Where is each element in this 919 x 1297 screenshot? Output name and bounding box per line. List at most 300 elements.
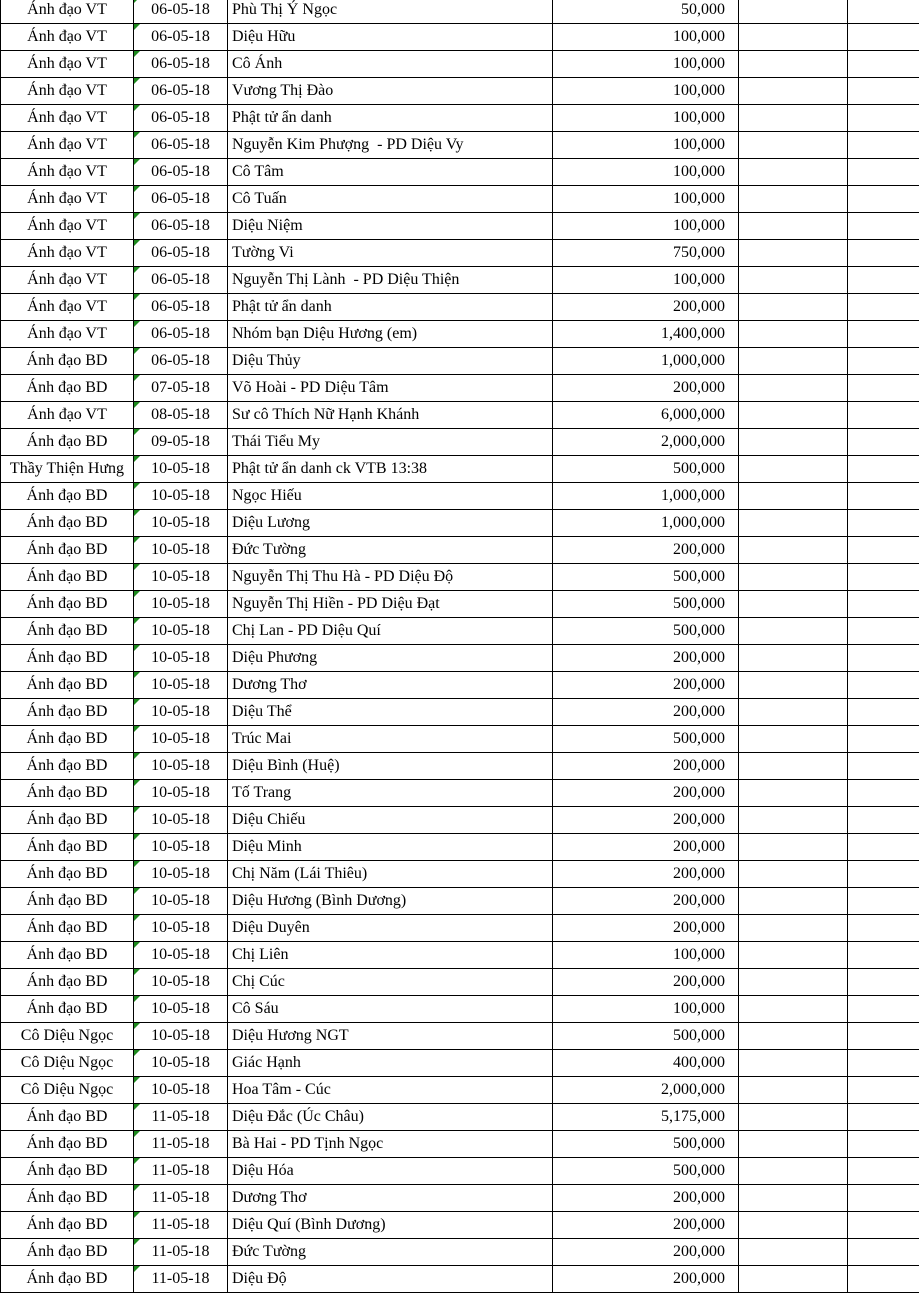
date-cell[interactable] [134,861,228,888]
amount-cell[interactable]: 200,000 [553,969,739,996]
donor-name-cell[interactable]: Nguyễn Thị Thu Hà - PD Diệu Độ [228,564,553,591]
source-cell[interactable]: Ánh đạo VT [1,132,134,159]
date-cell[interactable] [134,807,228,834]
source-cell[interactable]: Cô Diệu Ngọc [1,1050,134,1077]
empty-cell[interactable] [739,483,848,510]
donor-name-cell[interactable]: Vương Thị Đào [228,78,553,105]
amount-cell[interactable]: 200,000 [553,375,739,402]
number-stored-as-text-flag-icon [134,1185,140,1191]
donor-name-cell[interactable]: Thái Tiểu My [228,429,553,456]
date-cell[interactable] [134,645,228,672]
date-cell[interactable] [134,1266,228,1293]
empty-cell[interactable] [848,888,919,915]
amount-cell[interactable]: 100,000 [553,267,739,294]
amount-cell[interactable]: 200,000 [553,1212,739,1239]
empty-cell[interactable] [739,186,848,213]
amount-cell[interactable]: 6,000,000 [553,402,739,429]
amount-cell[interactable]: 500,000 [553,456,739,483]
source-cell[interactable]: Ánh đạo BD [1,699,134,726]
empty-cell[interactable] [739,159,848,186]
source-cell[interactable]: Ánh đạo BD [1,888,134,915]
donor-name-cell[interactable]: Chị Lan - PD Diệu Quí [228,618,553,645]
donor-name-cell[interactable]: Diệu Thủy [228,348,553,375]
empty-cell[interactable] [739,726,848,753]
source-cell[interactable]: Ánh đạo BD [1,1131,134,1158]
empty-cell[interactable] [739,456,848,483]
table-row [1,1104,919,1131]
amount-cell[interactable]: 1,000,000 [553,510,739,537]
empty-cell[interactable] [848,429,919,456]
donor-name-cell[interactable]: Diệu Thể [228,699,553,726]
amount-cell[interactable]: 100,000 [553,78,739,105]
amount-cell[interactable]: 5,175,000 [553,1104,739,1131]
empty-cell[interactable] [739,321,848,348]
empty-cell[interactable] [848,321,919,348]
date-cell[interactable] [134,942,228,969]
date-cell[interactable] [134,78,228,105]
source-cell[interactable]: Ánh đạo BD [1,942,134,969]
date-cell[interactable] [134,483,228,510]
donor-name-cell[interactable]: Cô Sáu [228,996,553,1023]
date-cell[interactable] [134,996,228,1023]
amount-cell[interactable]: 200,000 [553,294,739,321]
empty-cell[interactable] [848,726,919,753]
empty-cell[interactable] [739,1104,848,1131]
donor-name-cell[interactable]: Giác Hạnh [228,1050,553,1077]
empty-cell[interactable] [848,1212,919,1239]
date-cell[interactable] [134,375,228,402]
donor-name-cell[interactable]: Diệu Hóa [228,1158,553,1185]
amount-cell[interactable]: 200,000 [553,672,739,699]
source-cell[interactable]: Ánh đạo BD [1,1239,134,1266]
empty-cell[interactable] [739,996,848,1023]
donor-name-cell[interactable]: Diệu Minh [228,834,553,861]
source-cell[interactable]: Ánh đạo BD [1,375,134,402]
source-cell[interactable]: Ánh đạo BD [1,537,134,564]
empty-cell[interactable] [848,51,919,78]
amount-cell[interactable]: 100,000 [553,996,739,1023]
amount-cell[interactable]: 200,000 [553,834,739,861]
empty-cell[interactable] [739,1077,848,1104]
date-cell[interactable] [134,672,228,699]
empty-cell[interactable] [848,564,919,591]
donor-name-cell[interactable]: Diệu Hương NGT [228,1023,553,1050]
date-cell[interactable] [134,402,228,429]
donor-name-cell[interactable]: Diệu Niệm [228,213,553,240]
date-cell[interactable] [134,537,228,564]
source-cell[interactable]: Ánh đạo BD [1,1266,134,1293]
donor-name-cell[interactable]: Diệu Lương [228,510,553,537]
date-cell[interactable] [134,1077,228,1104]
donor-name-cell[interactable]: Diệu Quí (Bình Dương) [228,1212,553,1239]
donor-name-cell[interactable]: Nguyễn Thị Hiền - PD Diệu Đạt [228,591,553,618]
amount-cell[interactable]: 100,000 [553,105,739,132]
empty-cell[interactable] [848,0,919,24]
source-cell[interactable]: Ánh đạo VT [1,294,134,321]
empty-cell[interactable] [739,1131,848,1158]
empty-cell[interactable] [848,672,919,699]
empty-cell[interactable] [739,1050,848,1077]
date-cell[interactable] [134,348,228,375]
donor-name-cell[interactable]: Võ Hoài - PD Diệu Tâm [228,375,553,402]
donor-name-cell[interactable]: Cô Ánh [228,51,553,78]
date-cell[interactable] [134,726,228,753]
source-cell[interactable]: Ánh đạo BD [1,807,134,834]
donor-name-cell[interactable]: Phù Thị Ý Ngọc [228,0,553,24]
empty-cell[interactable] [739,1212,848,1239]
amount-cell[interactable]: 50,000 [553,0,739,24]
donor-name-cell[interactable]: Diệu Bình (Huệ) [228,753,553,780]
empty-cell[interactable] [739,1239,848,1266]
empty-cell[interactable] [848,510,919,537]
amount-cell[interactable]: 500,000 [553,618,739,645]
date-cell[interactable] [134,915,228,942]
source-cell[interactable]: Ánh đạo BD [1,834,134,861]
date-cell[interactable] [134,1104,228,1131]
source-cell[interactable]: Ánh đạo VT [1,267,134,294]
empty-cell[interactable] [848,915,919,942]
date-cell[interactable] [134,510,228,537]
empty-cell[interactable] [848,375,919,402]
empty-cell[interactable] [739,1266,848,1293]
date-cell[interactable] [134,753,228,780]
empty-cell[interactable] [739,915,848,942]
source-cell[interactable]: Ánh đạo BD [1,915,134,942]
empty-cell[interactable] [848,942,919,969]
date-cell[interactable] [134,51,228,78]
empty-cell[interactable] [739,780,848,807]
empty-cell[interactable] [739,402,848,429]
amount-cell[interactable]: 200,000 [553,780,739,807]
date-cell[interactable] [134,1158,228,1185]
empty-cell[interactable] [739,807,848,834]
empty-cell[interactable] [848,159,919,186]
date-cell[interactable] [134,456,228,483]
amount-cell[interactable]: 500,000 [553,1158,739,1185]
empty-cell[interactable] [739,672,848,699]
source-cell[interactable]: Ánh đạo BD [1,591,134,618]
donor-name-cell[interactable]: Nhóm bạn Diệu Hương (em) [228,321,553,348]
empty-cell[interactable] [739,645,848,672]
source-cell[interactable]: Ánh đạo VT [1,159,134,186]
source-cell[interactable]: Ánh đạo BD [1,1158,134,1185]
date-cell[interactable] [134,1023,228,1050]
empty-cell[interactable] [739,699,848,726]
empty-cell[interactable] [739,78,848,105]
donor-name-cell[interactable]: Dương Thơ [228,1185,553,1212]
empty-cell[interactable] [739,132,848,159]
date-cell[interactable] [134,699,228,726]
empty-cell[interactable] [739,1023,848,1050]
empty-cell[interactable] [848,807,919,834]
empty-cell[interactable] [848,1050,919,1077]
date-text: 10-05-18 [151,730,210,747]
donor-name-cell[interactable]: Tố Trang [228,780,553,807]
donor-name-cell[interactable]: Cô Tuấn [228,186,553,213]
date-cell[interactable] [134,105,228,132]
empty-cell[interactable] [739,888,848,915]
amount-cell[interactable]: 200,000 [553,807,739,834]
donor-name-cell[interactable]: Bà Hai - PD Tịnh Ngọc [228,1131,553,1158]
source-cell[interactable]: Ánh đạo BD [1,672,134,699]
donor-name-cell[interactable]: Diệu Hương (Bình Dương) [228,888,553,915]
date-cell[interactable] [134,24,228,51]
amount-cell[interactable]: 2,000,000 [553,1077,739,1104]
empty-cell[interactable] [848,645,919,672]
donor-name-cell[interactable]: Chị Liên [228,942,553,969]
amount-cell[interactable]: 100,000 [553,132,739,159]
source-cell[interactable]: Ánh đạo VT [1,402,134,429]
donor-name-cell[interactable]: Nguyễn Thị Lành - PD Diệu Thiện [228,267,553,294]
source-cell[interactable]: Ánh đạo VT [1,213,134,240]
empty-cell[interactable] [848,780,919,807]
empty-cell[interactable] [848,861,919,888]
donor-name-cell[interactable]: Phật tử ẩn danh ck VTB 13:38 [228,456,553,483]
donor-name-cell[interactable]: Dương Thơ [228,672,553,699]
empty-cell[interactable] [848,483,919,510]
empty-cell[interactable] [848,996,919,1023]
source-cell[interactable]: Ánh đạo BD [1,1104,134,1131]
empty-cell[interactable] [739,1185,848,1212]
amount-cell[interactable]: 100,000 [553,213,739,240]
date-cell[interactable] [134,1239,228,1266]
source-cell[interactable]: Ánh đạo BD [1,483,134,510]
empty-cell[interactable] [848,105,919,132]
donor-name-cell[interactable]: Diệu Độ [228,1266,553,1293]
donor-name-cell[interactable]: Trúc Mai [228,726,553,753]
amount-cell[interactable]: 200,000 [553,1185,739,1212]
empty-cell[interactable] [848,132,919,159]
amount-cell[interactable]: 200,000 [553,1239,739,1266]
table-row [1,0,919,24]
amount-cell[interactable]: 200,000 [553,753,739,780]
donor-name-cell[interactable]: Tường Vi [228,240,553,267]
source-cell[interactable]: Ánh đạo BD [1,1212,134,1239]
donor-name-cell[interactable]: Chị Cúc [228,969,553,996]
amount-cell[interactable]: 200,000 [553,537,739,564]
source-cell[interactable]: Ánh đạo VT [1,321,134,348]
donor-name-cell[interactable]: Sư cô Thích Nữ Hạnh Khánh [228,402,553,429]
source-cell[interactable]: Ánh đạo VT [1,105,134,132]
amount-cell[interactable]: 1,400,000 [553,321,739,348]
date-cell[interactable] [134,0,228,24]
empty-cell[interactable] [848,1239,919,1266]
empty-cell[interactable] [739,969,848,996]
date-cell[interactable] [134,294,228,321]
date-cell[interactable] [134,564,228,591]
amount-cell[interactable]: 1,000,000 [553,348,739,375]
empty-cell[interactable] [739,267,848,294]
empty-cell[interactable] [848,1185,919,1212]
date-cell[interactable] [134,834,228,861]
date-cell[interactable] [134,1185,228,1212]
empty-cell[interactable] [739,240,848,267]
amount-cell[interactable]: 500,000 [553,726,739,753]
empty-cell[interactable] [739,105,848,132]
date-cell[interactable] [134,240,228,267]
source-cell[interactable]: Ánh đạo BD [1,645,134,672]
amount-cell[interactable]: 2,000,000 [553,429,739,456]
empty-cell[interactable] [739,564,848,591]
amount-cell[interactable]: 500,000 [553,1131,739,1158]
donor-name-cell[interactable]: Hoa Tâm - Cúc [228,1077,553,1104]
empty-cell[interactable] [848,1104,919,1131]
source-cell[interactable]: Ánh đạo BD [1,861,134,888]
empty-cell[interactable] [848,699,919,726]
empty-cell[interactable] [848,456,919,483]
source-cell[interactable]: Ánh đạo VT [1,78,134,105]
source-cell[interactable]: Ánh đạo BD [1,510,134,537]
donor-name-cell[interactable]: Ngọc Hiếu [228,483,553,510]
date-text: 10-05-18 [151,595,210,612]
date-cell[interactable] [134,888,228,915]
date-cell[interactable] [134,429,228,456]
donor-name-cell[interactable]: Diệu Phương [228,645,553,672]
donor-name-cell[interactable]: Diệu Chiếu [228,807,553,834]
date-cell[interactable] [134,618,228,645]
date-cell[interactable] [134,321,228,348]
amount-cell[interactable]: 500,000 [553,564,739,591]
empty-cell[interactable] [848,618,919,645]
date-cell[interactable] [134,591,228,618]
donor-name-cell[interactable]: Đức Tường [228,1239,553,1266]
source-cell[interactable]: Ánh đạo VT [1,24,134,51]
date-cell[interactable] [134,213,228,240]
source-cell[interactable]: Ánh đạo BD [1,429,134,456]
amount-cell[interactable]: 200,000 [553,861,739,888]
source-cell[interactable]: Ánh đạo VT [1,186,134,213]
empty-cell[interactable] [848,186,919,213]
amount-cell[interactable]: 1,000,000 [553,483,739,510]
donor-name-cell[interactable]: Diệu Hữu [228,24,553,51]
source-cell[interactable]: Ánh đạo BD [1,564,134,591]
amount-cell[interactable]: 400,000 [553,1050,739,1077]
source-cell[interactable]: Ánh đạo BD [1,996,134,1023]
source-cell[interactable]: Ánh đạo VT [1,240,134,267]
empty-cell[interactable] [739,537,848,564]
source-cell[interactable]: Ánh đạo VT [1,0,134,24]
donor-name-cell[interactable]: Cô Tâm [228,159,553,186]
donor-name-cell[interactable]: Chị Năm (Lái Thiêu) [228,861,553,888]
date-text: 10-05-18 [151,568,210,585]
source-cell[interactable]: Cô Diệu Ngọc [1,1023,134,1050]
empty-cell[interactable] [739,753,848,780]
donor-name-cell[interactable]: Diệu Duyên [228,915,553,942]
date-text: 10-05-18 [151,811,210,828]
empty-cell[interactable] [848,969,919,996]
amount-cell[interactable]: 200,000 [553,888,739,915]
date-cell[interactable] [134,969,228,996]
donor-name-cell[interactable]: Nguyễn Kim Phượng - PD Diệu Vy [228,132,553,159]
date-cell[interactable] [134,780,228,807]
amount-cell[interactable]: 200,000 [553,699,739,726]
amount-cell[interactable]: 100,000 [553,51,739,78]
empty-cell[interactable] [848,537,919,564]
donor-name-cell[interactable]: Diệu Đắc (Úc Châu) [228,1104,553,1131]
amount-cell[interactable]: 200,000 [553,915,739,942]
empty-cell[interactable] [739,0,848,24]
empty-cell[interactable] [739,1158,848,1185]
empty-cell[interactable] [848,294,919,321]
empty-cell[interactable] [739,348,848,375]
empty-cell[interactable] [848,348,919,375]
empty-cell[interactable] [739,591,848,618]
empty-cell[interactable] [739,213,848,240]
source-cell[interactable]: Ánh đạo BD [1,969,134,996]
empty-cell[interactable] [848,267,919,294]
empty-cell[interactable] [739,834,848,861]
empty-cell[interactable] [739,51,848,78]
empty-cell[interactable] [848,753,919,780]
date-cell[interactable] [134,132,228,159]
date-cell[interactable] [134,186,228,213]
empty-cell[interactable] [848,1023,919,1050]
date-text: 10-05-18 [151,973,210,990]
date-cell[interactable] [134,267,228,294]
empty-cell[interactable] [739,510,848,537]
donor-name-cell[interactable]: Phật tử ẩn danh [228,294,553,321]
source-cell[interactable]: Ánh đạo BD [1,1185,134,1212]
amount-cell[interactable]: 200,000 [553,1266,739,1293]
empty-cell[interactable] [739,429,848,456]
empty-cell[interactable] [848,1077,919,1104]
empty-cell[interactable] [739,375,848,402]
empty-cell[interactable] [848,591,919,618]
amount-cell[interactable]: 500,000 [553,591,739,618]
empty-cell[interactable] [739,24,848,51]
amount-cell[interactable]: 100,000 [553,24,739,51]
date-cell[interactable] [134,1050,228,1077]
empty-cell[interactable] [739,294,848,321]
empty-cell[interactable] [739,618,848,645]
source-cell[interactable]: Ánh đạo BD [1,348,134,375]
date-cell[interactable] [134,1212,228,1239]
empty-cell[interactable] [848,213,919,240]
source-cell[interactable]: Ánh đạo BD [1,753,134,780]
empty-cell[interactable] [848,402,919,429]
amount-cell[interactable]: 200,000 [553,645,739,672]
number-stored-as-text-flag-icon [134,1212,140,1218]
source-cell[interactable]: Cô Diệu Ngọc [1,1077,134,1104]
empty-cell[interactable] [848,1266,919,1293]
empty-cell[interactable] [739,942,848,969]
table-row [1,1212,919,1239]
date-cell[interactable] [134,159,228,186]
source-cell[interactable]: Thầy Thiện Hưng [1,456,134,483]
amount-cell[interactable]: 100,000 [553,159,739,186]
empty-cell[interactable] [848,24,919,51]
source-cell[interactable]: Ánh đạo VT [1,51,134,78]
empty-cell[interactable] [848,240,919,267]
date-cell[interactable] [134,1131,228,1158]
date-text: 10-05-18 [151,460,210,477]
amount-cell[interactable]: 500,000 [553,1023,739,1050]
empty-cell[interactable] [848,834,919,861]
source-cell[interactable]: Ánh đạo BD [1,780,134,807]
empty-cell[interactable] [739,861,848,888]
table-row [1,348,919,375]
amount-cell[interactable]: 750,000 [553,240,739,267]
empty-cell[interactable] [848,1158,919,1185]
empty-cell[interactable] [848,1131,919,1158]
amount-cell[interactable]: 100,000 [553,942,739,969]
source-cell[interactable]: Ánh đạo BD [1,618,134,645]
donor-name-cell[interactable]: Phật tử ẩn danh [228,105,553,132]
empty-cell[interactable] [848,78,919,105]
source-cell[interactable]: Ánh đạo BD [1,726,134,753]
amount-cell[interactable]: 100,000 [553,186,739,213]
donor-name-cell[interactable]: Đức Tường [228,537,553,564]
